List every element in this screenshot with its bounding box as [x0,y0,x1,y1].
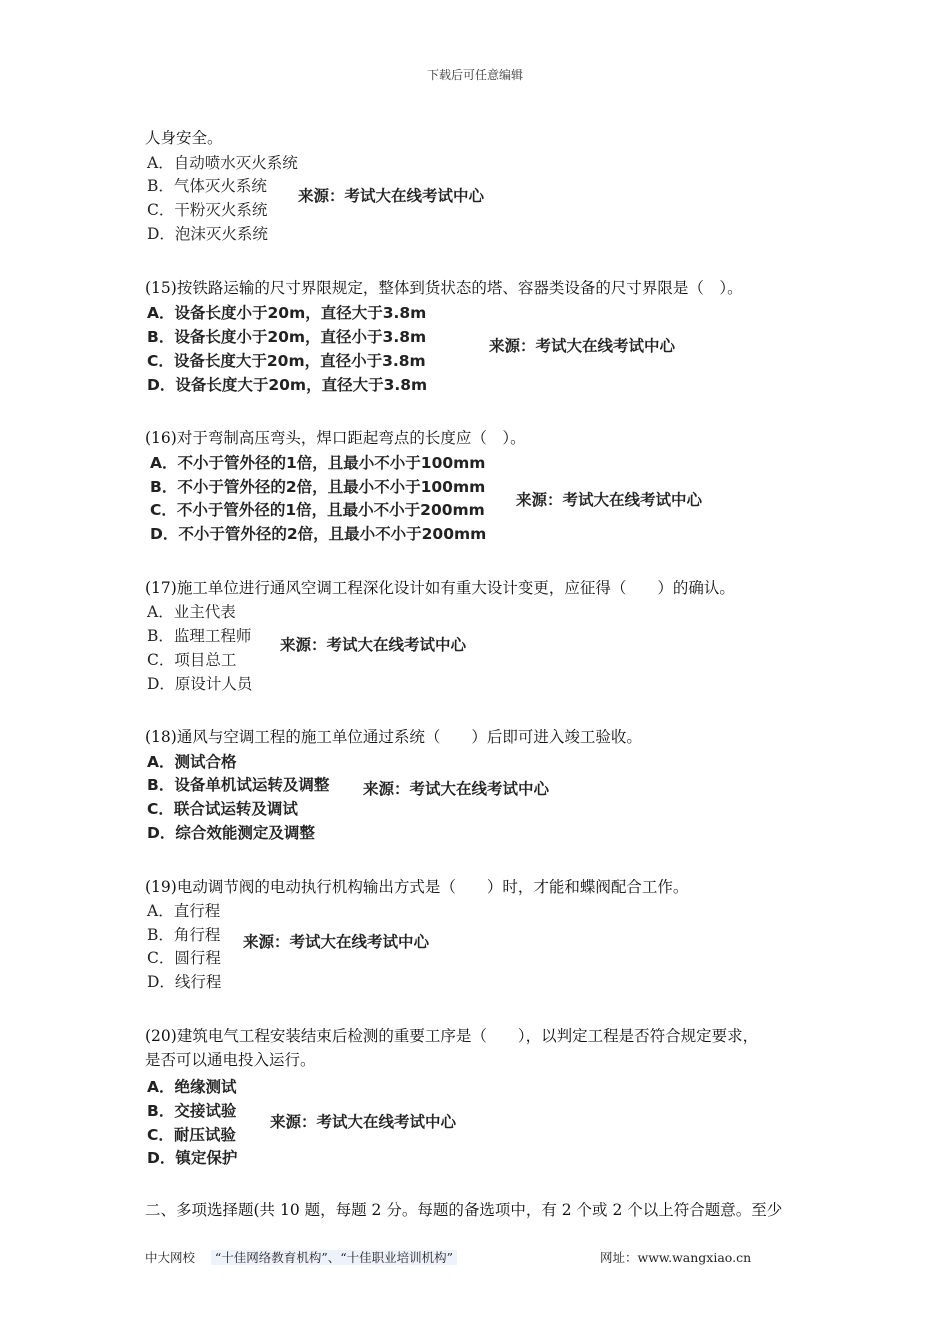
q18-option-a: A．测试合格 [147,753,237,771]
q15-option-d: D．设备长度大于20m，直径大于3.8m [147,376,428,394]
page-footer [145,1248,805,1266]
q20-option-a: A．绝缘测试 [147,1078,237,1096]
q20-option-b: B．交接试验 [147,1102,237,1120]
q19-option-a: A．直行程 [147,902,221,920]
q14-option-a: A．自动喷水灭火系统 [147,154,298,172]
q18-stem: (18)通风与空调工程的施工单位通过系统（ ）后即可进入竣工验收。 [145,728,642,746]
q16-stem: (16)对于弯制高压弯头，焊口距起弯点的长度应（ ）。 [145,429,526,447]
intro-text: 人身安全。 [145,129,223,147]
q15-option-a: A．设备长度小于20m，直径大于3.8m [147,304,427,322]
q15-stem: (15)按铁路运输的尺寸界限规定，整体到货状态的塔、容器类设备的尺寸界限是（ ）。 [145,279,743,297]
q14-option-b: B．气体灭火系统 [147,177,267,195]
q19-source-label: 来源：考试大在线考试中心 [243,933,430,951]
q18-source-label: 来源：考试大在线考试中心 [363,780,550,798]
q17-source-label: 来源：考试大在线考试中心 [280,636,467,654]
q14-source-label: 来源：考试大在线考试中心 [298,187,485,205]
q16-option-c: C．不小于管外径的1倍，且最小不小于200mm [150,501,485,519]
q20-source-label: 来源：考试大在线考试中心 [270,1113,457,1131]
q20-option-d: D．镇定保护 [147,1149,238,1167]
q16-option-b: B．不小于管外径的2倍，且最小不小于100mm [150,478,486,496]
q16-source-label: 来源：考试大在线考试中心 [516,491,703,509]
q17-option-b: B．监理工程师 [147,627,252,645]
q15-option-c: C．设备长度大于20m，直径小于3.8m [147,352,426,370]
q14-option-c: C．干粉灭火系统 [147,201,268,219]
footer-url[interactable]: 网址：www.wangxiao.cn [600,1250,752,1265]
q18-option-c: C．联合试运转及调试 [147,800,298,818]
footer-org: 中大网校 [145,1250,196,1265]
q20-stem-line1: (20)建筑电气工程安装结束后检测的重要工序是（ ），以判定工程是否符合规定要求， [145,1027,759,1045]
q19-option-d: D．线行程 [147,973,222,991]
q17-option-a: A．业主代表 [147,603,236,621]
q15-option-b: B．设备长度小于20m，直径小于3.8m [147,328,427,346]
q17-stem: (17)施工单位进行通风空调工程深化设计如有重大设计变更，应征得（ ）的确认。 [145,579,735,597]
q20-stem-line2: 是否可以通电投入运行。 [145,1051,316,1069]
q19-option-b: B．角行程 [147,926,221,944]
q20-option-c: C．耐压试验 [147,1126,236,1144]
q18-option-d: D．综合效能测定及调整 [147,824,315,842]
q15-source-label: 来源：考试大在线考试中心 [489,337,676,355]
q18-option-b: B．设备单机试运转及调整 [147,776,330,794]
q17-option-c: C．项目总工 [147,651,237,669]
q16-option-a: A．不小于管外径的1倍，且最小不小于100mm [150,454,486,472]
q14-option-d: D．泡沫灭火系统 [147,225,268,243]
footer-slogan: “十佳网络教育机构”、“十佳职业培训机构” [211,1250,457,1265]
page-header: 下载后可任意编辑 [426,68,523,82]
q17-option-d: D．原设计人员 [147,675,253,693]
q19-option-c: C．圆行程 [147,949,221,967]
q19-stem: (19)电动调节阀的电动执行机构输出方式是（ ）时，才能和蝶阀配合工作。 [145,878,689,896]
section2-heading: 二、多项选择题(共 10 题，每题 2 分。每题的备选项中，有 2 个或 2 个以上符合题意。至少 [145,1201,783,1219]
q16-option-d: D．不小于管外径的2倍，且最小不小于200mm [150,525,487,543]
